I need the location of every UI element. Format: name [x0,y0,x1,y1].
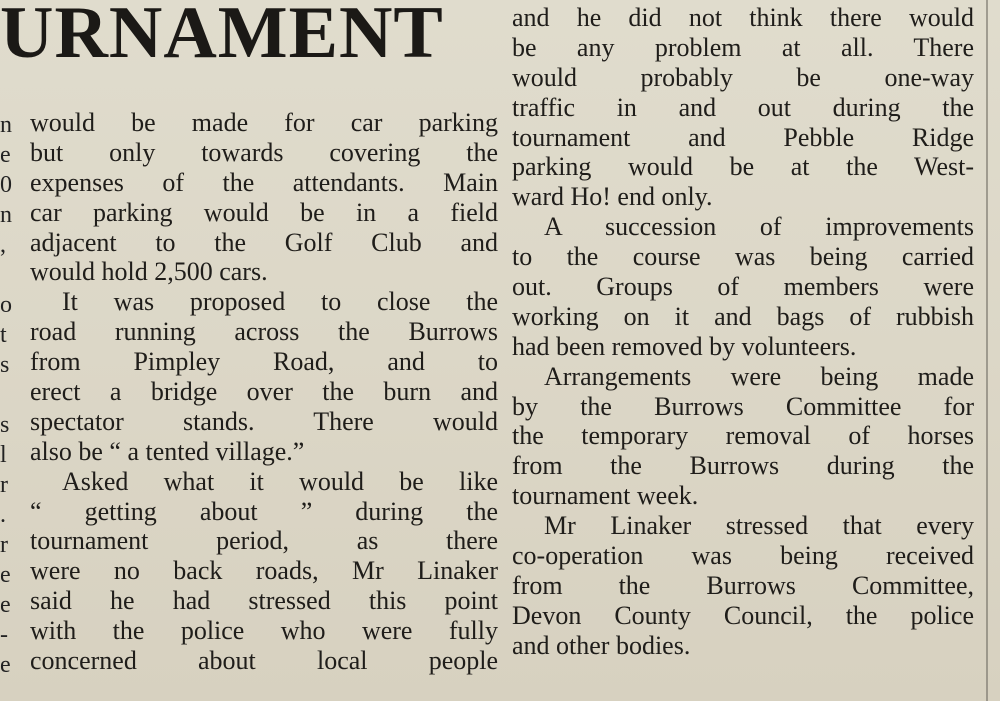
text-line: Asked what it would be like [62,466,498,496]
text-line: erect a bridge over the burn and [30,377,498,407]
text-line: from Pimpley Road, and to [30,347,498,377]
text-line: tournament and Pebble Ridge [512,122,974,152]
text-line: Arrangements were being made [544,361,974,391]
margin-fragment: l [0,442,7,468]
margin-fragment: e [0,652,11,678]
margin-fragment: e [0,562,11,588]
text-line: It was proposed to close the [62,287,498,317]
text-line: tournament week. [512,481,699,511]
text-line: “ getting about ” during the [30,496,498,526]
text-line: the temporary removal of horses [512,421,974,451]
text-line: working on it and bags of rubbish [512,301,974,331]
text-line: would be made for car parking [30,108,498,137]
text-line: but only towards covering the [30,137,498,167]
margin-fragment: s [0,412,10,438]
text-line: parking would be at the West- [512,152,974,182]
margin-fragment: r [0,532,8,558]
left-margin-fragments [0,110,14,680]
margin-fragment: o [0,292,12,318]
margin-fragment: e [0,592,11,618]
text-line: were no back roads, Mr Linaker [30,556,498,586]
margin-fragment: n [0,112,12,138]
text-line: tournament period, as there [30,526,498,556]
text-line: adjacent to the Golf Club and [30,227,498,257]
text-line: A succession of improvements [544,212,974,242]
text-line: car parking would be in a field [30,197,498,227]
text-line: traffic in and out during the [512,92,974,122]
text-line: also be “ a tented village.” [30,436,305,466]
margin-fragment: s [0,352,10,378]
text-line: expenses of the attendants. Main [30,167,498,197]
text-line: and other bodies. [512,630,691,660]
margin-fragment: r [0,472,8,498]
text-line: from the Burrows Committee, [512,570,974,600]
text-line: and he did not think there would [512,3,974,32]
margin-fragment: n [0,202,12,228]
margin-fragment [0,260,14,290]
text-line: spectator stands. There would [30,406,498,436]
text-line: to the course was being carried [512,242,974,272]
margin-fragment: e [0,142,11,168]
text-line: by the Burrows Committee for [512,391,974,421]
text-line: Mr Linaker stressed that every [544,511,974,541]
text-line: would probably be one-way [512,62,974,92]
text-line: be any problem at all. There [512,32,974,62]
text-line: would hold 2,500 cars. [30,257,268,287]
text-line: co-operation was being received [512,541,974,571]
text-line: with the police who were fully [30,616,498,646]
text-line: out. Groups of members were [512,272,974,302]
margin-fragment: 0 [0,172,12,198]
margin-fragment: - [0,622,8,648]
text-line: ward Ho! end only. [512,182,713,212]
margin-fragment: . [0,502,6,528]
margin-fragment [0,380,14,410]
column-rule [986,0,988,701]
right-text-column [512,3,974,661]
margin-fragment: t [0,322,7,348]
margin-fragment: , [0,232,6,258]
text-line: from the Burrows during the [512,451,974,481]
left-text-column [30,108,498,676]
text-line: had been removed by volunteers. [512,331,857,361]
text-line: road running across the Burrows [30,317,498,347]
text-line: concerned about local people [30,646,498,676]
headline: URNAMENT [0,0,444,64]
text-line: said he had stressed this point [30,586,498,616]
text-line: Devon County Council, the police [512,600,974,630]
